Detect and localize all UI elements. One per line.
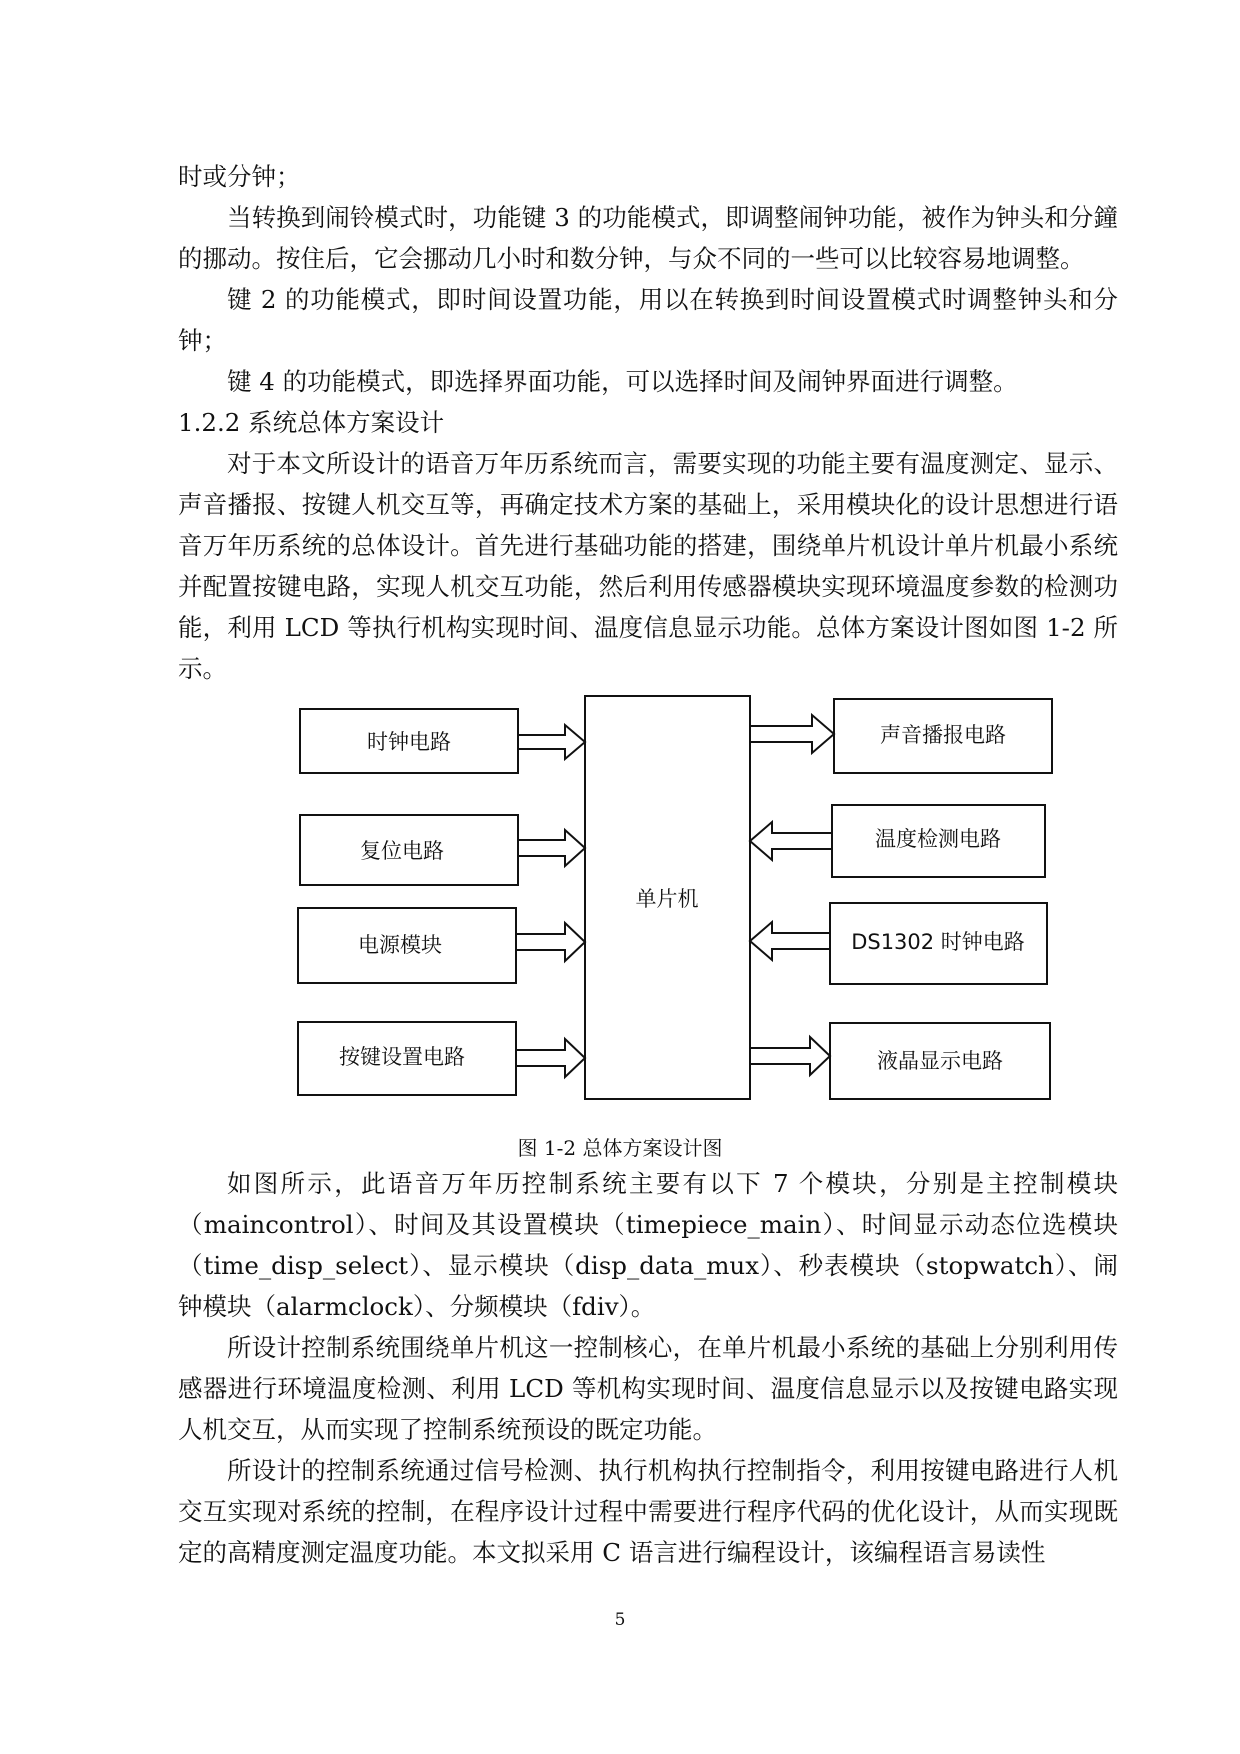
left-block-label: 电源模块 [358,933,442,957]
paragraph: 时或分钟； [178,162,301,191]
right-arrow [516,1039,585,1077]
right-arrow [516,923,585,961]
mcu-label: 单片机 [635,887,699,911]
paragraph: 如图所示，此语音万年历控制系统主要有以下 7 个模块，分别是主控制模块（maincontrol）、时间及其设置模块（timepiece_main）、时间显示动态位选模块（time_disp_select）、显示模块（disp_data_mux）、秒表模块（stopwatch）、闹钟模块（alarmclock）、分频模块（fdiv）。 [178,1169,1118,1321]
left-block-label: 复位电路 [360,839,444,863]
right-block-label: DS1302 时钟电路 [851,930,1025,954]
left-arrow [750,922,830,960]
left-arrow [750,822,832,860]
figure-caption: 图 1-2 总体方案设计图 [517,1136,723,1160]
paragraph: 当转换到闹铃模式时，功能键 3 的功能模式，即调整闹钟功能，被作为钟头和分鐘的挪动。按住后，它会挪动几小时和数分钟，与众不同的一些可以比较容易地调整。 [178,203,1118,273]
page-number: 5 [614,1610,626,1630]
right-block-label: 声音播报电路 [880,723,1006,747]
right-arrow [750,1037,830,1075]
section-heading: 1.2.2 系统总体方案设计 [178,408,445,437]
right-block-label: 液晶显示电路 [877,1049,1003,1073]
right-arrow [518,725,585,759]
paragraph: 所设计的控制系统通过信号检测、执行机构执行控制指令，利用按键电路进行人机交互实现对系统的控制，在程序设计过程中需要进行程序代码的优化设计，从而实现既定的高精度测定温度功能。本文拟采用 C 语言进行编程设计，该编程语言易读性 [178,1456,1118,1567]
right-block-label: 温度检测电路 [875,827,1001,851]
paragraph: 键 4 的功能模式，即选择界面功能，可以选择时间及闹钟界面进行调整。 [227,367,1018,396]
right-arrow [750,715,834,753]
body-text-bottom [178,1163,1118,1573]
left-block-label: 按键设置电路 [339,1045,465,1069]
left-block-label: 时钟电路 [367,730,451,754]
paragraph: 对于本文所设计的语音万年历系统而言，需要实现的功能主要有温度测定、显示、声音播报、按键人机交互等，再确定技术方案的基础上，采用模块化的设计思想进行语音万年历系统的总体设计。首先进行基础功能的搭建，围绕单片机设计单片机最小系统并配置按键电路，实现人机交互功能，然后利用传感器模块实现环境温度参数的检测功能，利用 LCD 等执行机构实现时间、温度信息显示功能。总体方案设计图如图 1-2 所示。 [178,449,1118,683]
paragraph: 所设计控制系统围绕单片机这一控制核心，在单片机最小系统的基础上分别利用传感器进行环境温度检测、利用 LCD 等机构实现时间、温度信息显示以及按键电路实现人机交互，从而实现了控制系统预设的既定功能。 [178,1333,1118,1444]
right-arrow [518,830,585,866]
paragraph: 键 2 的功能模式，即时间设置功能，用以在转换到时间设置模式时调整钟头和分钟； [178,285,1118,355]
